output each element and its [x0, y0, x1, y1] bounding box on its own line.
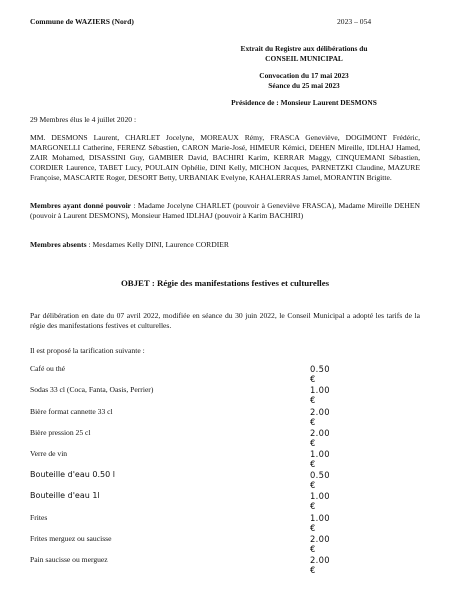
intro-paragraph: Par délibération en date du 07 avril 2022, modifiée en séance du 30 juin 2022, le Conseil Municipal a adopté les tarifs de la régie des manifestations festives et culturelles.: [30, 311, 420, 330]
proxies-paragraph: [30, 201, 420, 221]
members-elected: 29 Membres élus le 4 juillet 2020 :: [30, 115, 137, 124]
price-item-label: Café ou thé: [30, 364, 66, 373]
price-item-label: Pain saucisse ou merguez: [30, 555, 108, 564]
extract-line-1: Extrait du Registre aux délibérations du: [240, 44, 368, 53]
price-item-label: Frites merguez ou saucisse: [30, 534, 112, 543]
price-item-label: Verre de vin: [30, 449, 68, 458]
commune-header: Commune de WAZIERS (Nord): [30, 17, 134, 26]
proxies-text: : Madame Jocelyne CHARLET (pouvoir à Geneviève FRASCA), Madame Mireille DEHEN (pouvoir à Laurent DESMONS), Monsieur Hamed IDLHAJ (pouvoir à Karim BACHIRI): [30, 201, 420, 220]
objet-title: OBJET : Régie des manifestations festives et culturelles: [120, 278, 330, 288]
price-item-value: 0.50 €: [310, 470, 330, 490]
price-item-value: 2.00 €: [310, 407, 330, 427]
proposed-line: Il est proposé la tarification suivante :: [30, 346, 145, 355]
price-item-value: 2.00 €: [310, 534, 330, 554]
proxies-label: Membres ayant donné pouvoir: [30, 201, 132, 210]
price-item-label: Bouteille d'eau 1l: [30, 491, 100, 500]
presidence: Présidence de : Monsieur Laurent DESMONS: [231, 98, 377, 107]
price-item-label: Frites: [30, 513, 48, 522]
reference-number: 2023 – 054: [337, 17, 372, 26]
price-item-label: Bouteille d'eau 0.50 l: [30, 470, 115, 479]
price-item-label: Sodas 33 cl (Coca, Fanta, Oasis, Perrier): [30, 385, 154, 394]
absent-paragraph: [30, 240, 420, 250]
price-item-value: 1.00 €: [310, 491, 330, 511]
extract-line-2: CONSEIL MUNICIPAL: [265, 54, 343, 63]
convocation-date: Convocation du 17 mai 2023: [259, 71, 349, 80]
absent-text: : Mesdames Kelly DINI, Laurence CORDIER: [86, 240, 229, 249]
price-item-value: 1.00 €: [310, 513, 330, 533]
absent-label: Membres absents: [30, 240, 87, 249]
price-item-value: 1.00 €: [310, 385, 330, 405]
price-item-value: 0.50 €: [310, 364, 330, 384]
price-item-label: Bière pression 25 cl: [30, 428, 91, 437]
price-item-label: Bière format cannette 33 cl: [30, 407, 113, 416]
price-item-value: 2.00 €: [310, 555, 330, 575]
price-item-value: 2.00 €: [310, 428, 330, 448]
seance-date: Séance du 25 mai 2023: [268, 81, 340, 90]
price-item-value: 1.00 €: [310, 449, 330, 469]
members-present: MM. DESMONS Laurent, CHARLET Jocelyne, MOREAUX Rémy, FRASCA Geneviève, DOGIMONT Frédéric, MARGONELLI Catherine, FERENZ Sébastien, CARON Marie-José, HIMEUR Kémici, DEHEN Mireille, IDLHAJ Hamed, ZAIR Mohamed, DISASSINI Guy, GAMBIER David, BACHIRI Karim, KERRAR Maggy, CINQUEMANI Sébastien, CORDIER Laurence, TABET Lucy, POULAIN Ophélie, DINI Kelly, MICHON Jacques, PARNETZKI Claudine, MAZURE Françoise, MASCARTE Roger, DESORT Betty, URBANIAK Evelyne, KAHALERRAS Jamel, MORANTIN Brigitte.: [30, 133, 420, 182]
